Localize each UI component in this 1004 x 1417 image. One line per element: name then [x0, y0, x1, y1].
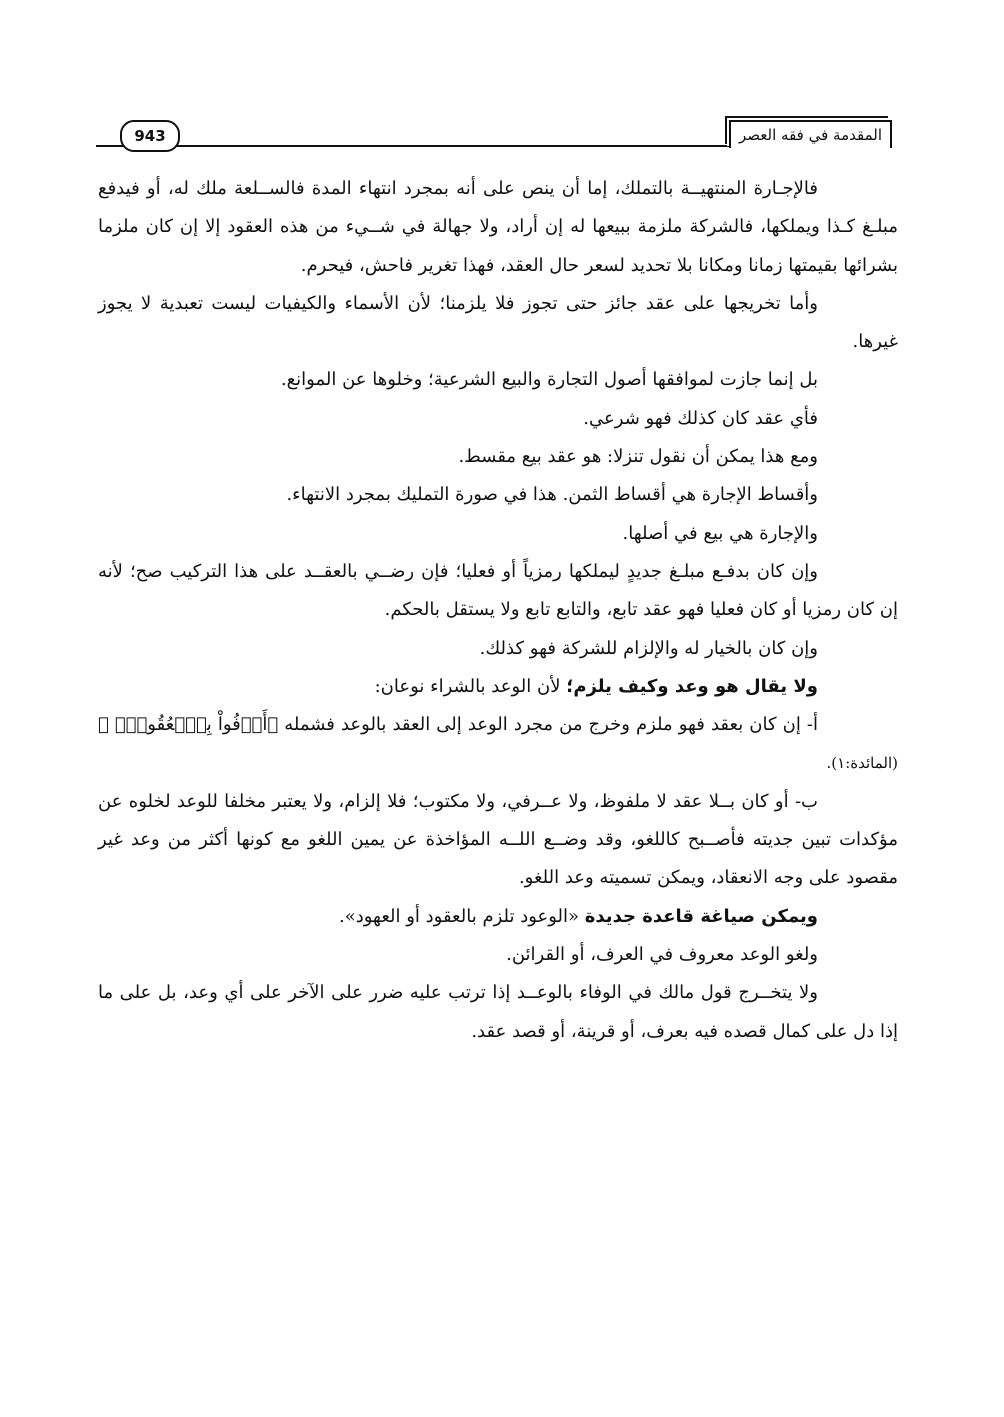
page-header — [96, 112, 892, 148]
paragraph-promise-question — [98, 668, 898, 706]
point-b: ب- أو كان بــلا عقد لا ملفوظ، ولا عــرفي، ولا مكتوب؛ فلا إلزام، ولا يعتبر مخلفا للوعد لخلوه عن مؤكدات تبين جديته فأصــبح كاللغو، وقد وضــع اللــه المؤاخذة عن يمين اللغو مع كونها أكثر من وعد غير مقصود على وجه الانعقاد، ويمكن تسميته وعد اللغو. — [98, 790, 898, 889]
book-title: المقدمة في فقه العصر — [729, 120, 892, 148]
page-body — [98, 170, 898, 1051]
verse-reference: (المائدة:١). — [826, 754, 898, 773]
paragraph-lease-ownership: فالإجـارة المنتهيــة بالتملك، إما أن ينص على أنه بمجرد انتهاء المدة فالســلعة ملك له، أو فيدفع مبلـغ كـذا ويملكها، فالشركة ملزمة ببيعها له إن أراد، ولا جهالة في شــيء من هذه العقود إلا إن كان ملزما بشرائها بقيمتها زمانا ومكانا بلا تحديد لسعر حال العقد، فهذا تغرير فاحش، فيحرم. — [98, 178, 898, 276]
paragraph-installment-sale: ومع هذا يمكن أن نقول تنزلا: هو عقد بيع مقسط. — [458, 446, 818, 468]
paragraph-permissibility: بل إنما جازت لموافقها أصول التجارة والبيع الشرعية؛ وخلوها عن الموانع. — [280, 369, 818, 391]
question-rest: لأن الوعد بالشراء نوعان: — [374, 675, 567, 697]
point-a-text: أ- إن كان بعقد فهو ملزم وخرج من مجرد الوعد إلى العقد بالوعد فشمله — [284, 714, 818, 736]
paragraph-lease-is-sale: والإجارة هي بيع في أصلها. — [622, 522, 818, 544]
rule-bold: ويمكن صياغة قاعدة جديدة — [584, 905, 818, 927]
paragraph-new-payment: وإن كان بدفـع مبلـغ جديدٍ ليملكها رمزياً أو فعليا؛ فإن رضــي بالعقــد على هذا التركيب صح؛ لأنه إن كان رمزيا أو كان فعليا فهو عقد تابع، والتابع تابع ولا يستقل بالحكم. — [98, 560, 898, 621]
question-bold: ولا يقال هو وعد وكيف يلزم؛ — [566, 675, 818, 697]
rule-text: «الوعود تلزم بالعقود أو العهود». — [338, 905, 585, 927]
point-a — [98, 706, 898, 783]
paragraph-void-promise: ولغو الوعد معروف في العرف، أو القرائن. — [506, 943, 818, 965]
page-number: 943 — [120, 120, 180, 152]
paragraph-malik-view: ولا يتخــرج قول مالك في الوفاء بالوعــد إذا ترتب عليه ضرر على الآخر على أي وعد، بل على ما إذا دل على كمال قصده فيه بعرف، أو قرينة، أو قصد عقد. — [98, 982, 898, 1042]
paragraph-new-rule — [98, 898, 898, 936]
paragraph-any-contract: فأي عقد كان كذلك فهو شرعي. — [583, 407, 818, 429]
paragraph-option: وإن كان بالخيار له والإلزام للشركة فهو كذلك. — [479, 637, 818, 659]
paragraph-lease-installments: وأقساط الإجارة هي أقساط الثمن. هذا في صورة التمليك بمجرد الانتهاء. — [286, 484, 818, 506]
paragraph-contract-framing: وأما تخريجها على عقد جائز حتى تجوز فلا يلزمنا؛ لأن الأسماء والكيفيات ليست تعبدية لا يجوز غيرها. — [98, 292, 898, 353]
quran-verse: ﴿أَوۡفُواْ بِٱلۡعُقُودِۚ ﴾ — [98, 714, 279, 736]
